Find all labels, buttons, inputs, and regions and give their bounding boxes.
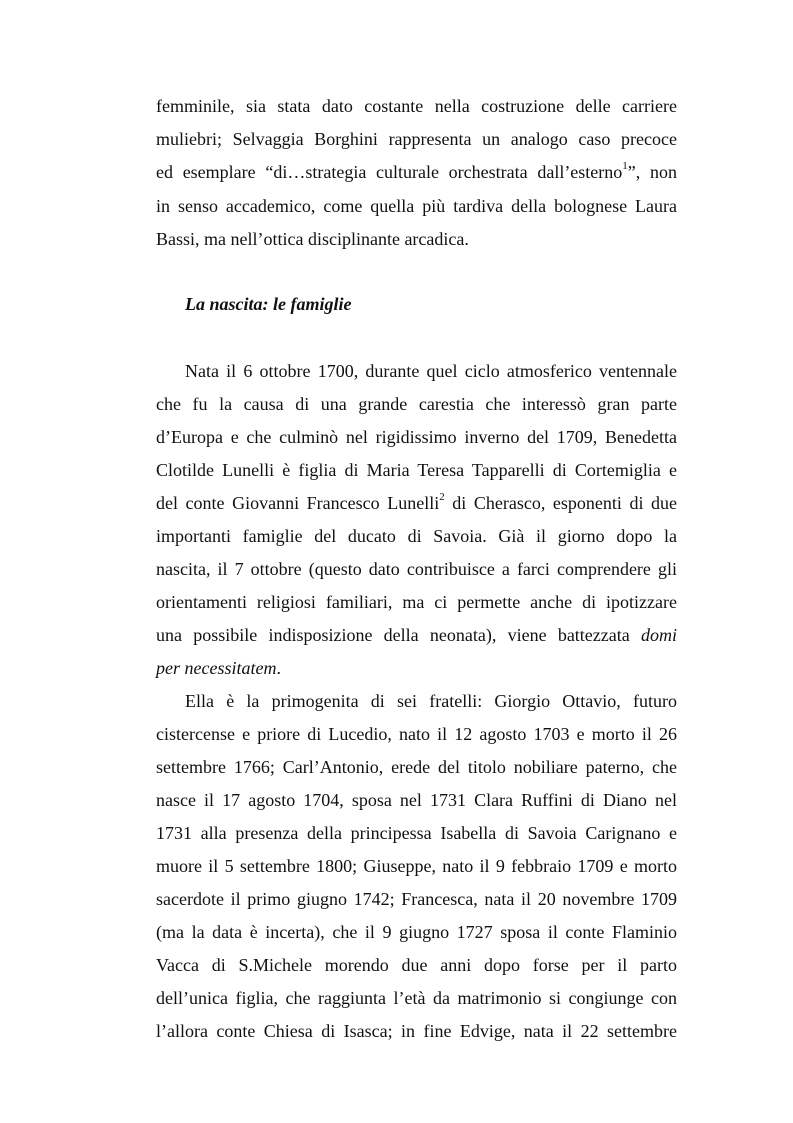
- text-line: [156, 490, 677, 516]
- section-heading: La nascita: le famiglie: [185, 294, 352, 314]
- text-line: in senso accademico, come quella più tardiva della bolognese Laura: [156, 196, 677, 216]
- text-line: dell’unica figlia, che raggiunta l’età da matrimonio si congiunge con: [156, 988, 677, 1008]
- text-line: importanti famiglie del ducato di Savoia. Già il giorno dopo la: [156, 526, 677, 546]
- text-line: Nata il 6 ottobre 1700, durante quel ciclo atmosferico ventennale: [185, 361, 677, 381]
- text-line: Vacca di S.Michele morendo due anni dopo forse per il parto: [156, 955, 677, 975]
- text-line: [156, 655, 677, 681]
- text-line: che fu la causa di una grande carestia che interessò gran parte: [156, 394, 677, 414]
- text-line: Clotilde Lunelli è figlia di Maria Teresa Tapparelli di Cortemiglia e: [156, 460, 677, 480]
- footnote-ref: 1: [622, 160, 628, 172]
- text-line: Bassi, ma nell’ottica disciplinante arcadica.: [156, 229, 469, 249]
- text-line: sacerdote il primo giugno 1742; Francesca, nata il 20 novembre 1709: [156, 889, 677, 909]
- text-run: .: [276, 658, 281, 678]
- text-run: ed esemplare “di…strategia culturale orchestrata dall’esterno: [156, 162, 623, 182]
- text-run: ”, non: [627, 162, 677, 182]
- text-line: d’Europa e che culminò nel rigidissimo inverno del 1709, Benedetta: [156, 427, 677, 447]
- text-line: muore il 5 settembre 1800; Giuseppe, nato il 9 febbraio 1709 e morto: [156, 856, 677, 876]
- text-line: [156, 622, 677, 648]
- text-line: settembre 1766; Carl’Antonio, erede del titolo nobiliare paterno, che: [156, 757, 677, 777]
- footnote-ref: 2: [439, 491, 445, 503]
- text-line: [156, 159, 677, 185]
- text-line: 1731 alla presenza della principessa Isabella di Savoia Carignano e: [156, 823, 677, 843]
- text-run: di Cherasco, esponenti di due: [444, 493, 677, 513]
- text-line: orientamenti religiosi familiari, ma ci permette anche di ipotizzare: [156, 592, 677, 612]
- italic-text: domi: [641, 625, 677, 645]
- text-line: femminile, sia stata dato costante nella costruzione delle carriere: [156, 96, 677, 116]
- italic-text: per necessitatem: [156, 658, 277, 678]
- text-line: (ma la data è incerta), che il 9 giugno 1727 sposa il conte Flaminio: [156, 922, 677, 942]
- text-run: una possibile indisposizione della neonata), viene battezzata: [156, 625, 641, 645]
- text-run: del conte Giovanni Francesco Lunelli: [156, 493, 440, 513]
- text-line: Ella è la primogenita di sei fratelli: Giorgio Ottavio, futuro: [185, 691, 677, 711]
- text-line: cistercense e priore di Lucedio, nato il 12 agosto 1703 e morto il 26: [156, 724, 677, 744]
- text-line: l’allora conte Chiesa di Isasca; in fine Edvige, nata il 22 settembre: [156, 1021, 677, 1041]
- text-line: nasce il 17 agosto 1704, sposa nel 1731 Clara Ruffini di Diano nel: [156, 790, 677, 810]
- text-line: muliebri; Selvaggia Borghini rappresenta un analogo caso precoce: [156, 129, 677, 149]
- text-line: nascita, il 7 ottobre (questo dato contribuisce a farci comprendere gli: [156, 559, 677, 579]
